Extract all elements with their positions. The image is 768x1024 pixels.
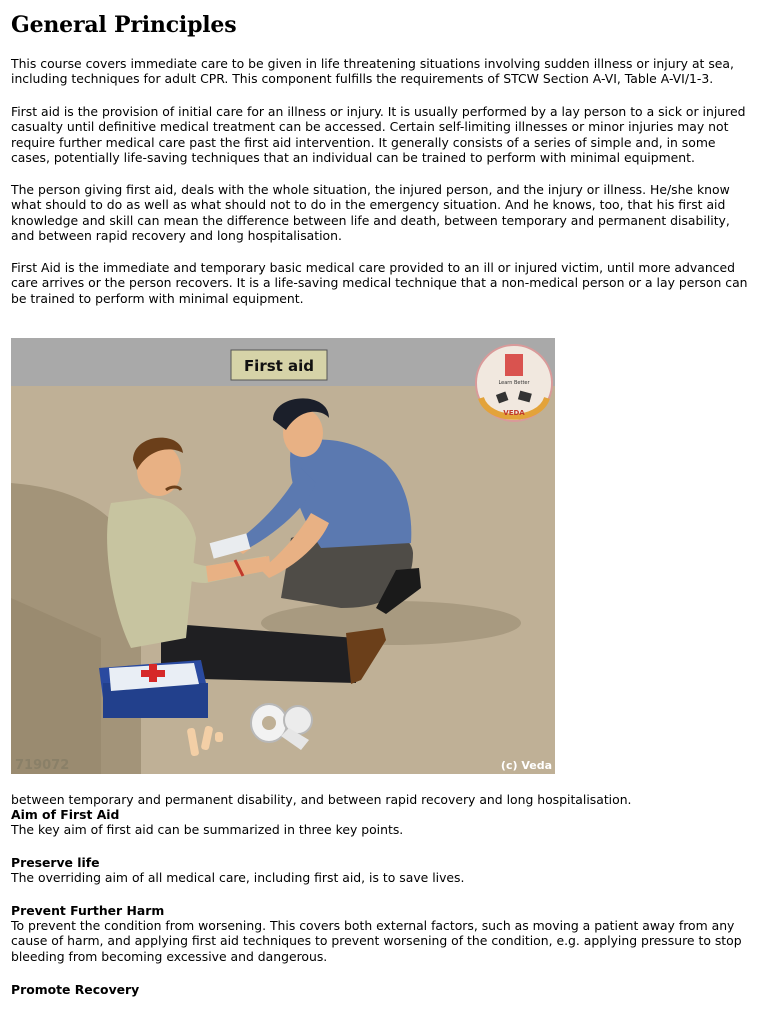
page-title: General Principles [11,12,237,38]
first-aid-illustration [11,338,555,774]
logo-text: VEDA [503,409,525,417]
continuation-text: between temporary and permanent disability, and between rapid recovery and long hospitalisation. [11,792,632,807]
first-aid-summary-paragraph: First Aid is the immediate and temporary basic medical care provided to an ill or injured victim, until more advanced care arrives or the person recovers. It is a life-saving medical technique that a non-medical person or a lay person can be trained to perform with minimal equipment. [11,260,748,306]
first-aid-definition-paragraph: First aid is the provision of initial care for an illness or injury. It is usually performed by a lay person to a sick or injured casualty until definitive medical treatment can be accessed. Certain self-limiting illnesses or minor injuries may not require further medical care past the first aid intervention. It generally consists of a series of simple and, in some cases, potentially life-saving techniques that an individual can be trained to perform with minimal equipment. [11,104,746,166]
banner-text: First aid [243,357,315,375]
copyright-mark: (c) Veda [500,759,552,772]
image-id-code: 719072 [15,758,70,773]
preserve-life-text: The overriding aim of all medical care, including first aid, is to save lives. [11,870,465,885]
prevent-harm-heading: Prevent Further Harm [11,903,165,918]
prevent-harm-text: To prevent the condition from worsening. This covers both external factors, such as moving a patient away from any cause of harm, and applying first aid techniques to prevent worsening of the condition, e.g. applying pressure to stop bleeding from becoming excessive and dangerous. [11,918,742,964]
veda-logo [476,345,552,421]
preserve-life-heading: Preserve life [11,855,100,870]
aim-heading: Aim of First Aid [11,807,120,822]
banner-plate [231,350,327,380]
logo-tagline: Learn Better [498,380,530,386]
intro-paragraph: This course covers immediate care to be given in life threatening situations involving sudden illness or injury at sea, including techniques for adult CPR. This component fulfills the requirements of STCW Section A-VI, Table A-VI/1-3. [11,56,734,87]
first-aid-kit [99,660,208,718]
promote-recovery-heading: Promote Recovery [11,982,140,997]
first-aider-role-paragraph: The person giving first aid, deals with the whole situation, the injured person, and the injury or illness. He/she know what should to do as well as what should not to do in the emergency situation. And he knows, too, that his first aid knowledge and skill can mean the difference between life and death, between temporary and permanent disability, and between rapid recovery and long hospitalisation. [11,182,730,244]
aim-text: The key aim of first aid can be summarized in three key points. [11,822,404,837]
